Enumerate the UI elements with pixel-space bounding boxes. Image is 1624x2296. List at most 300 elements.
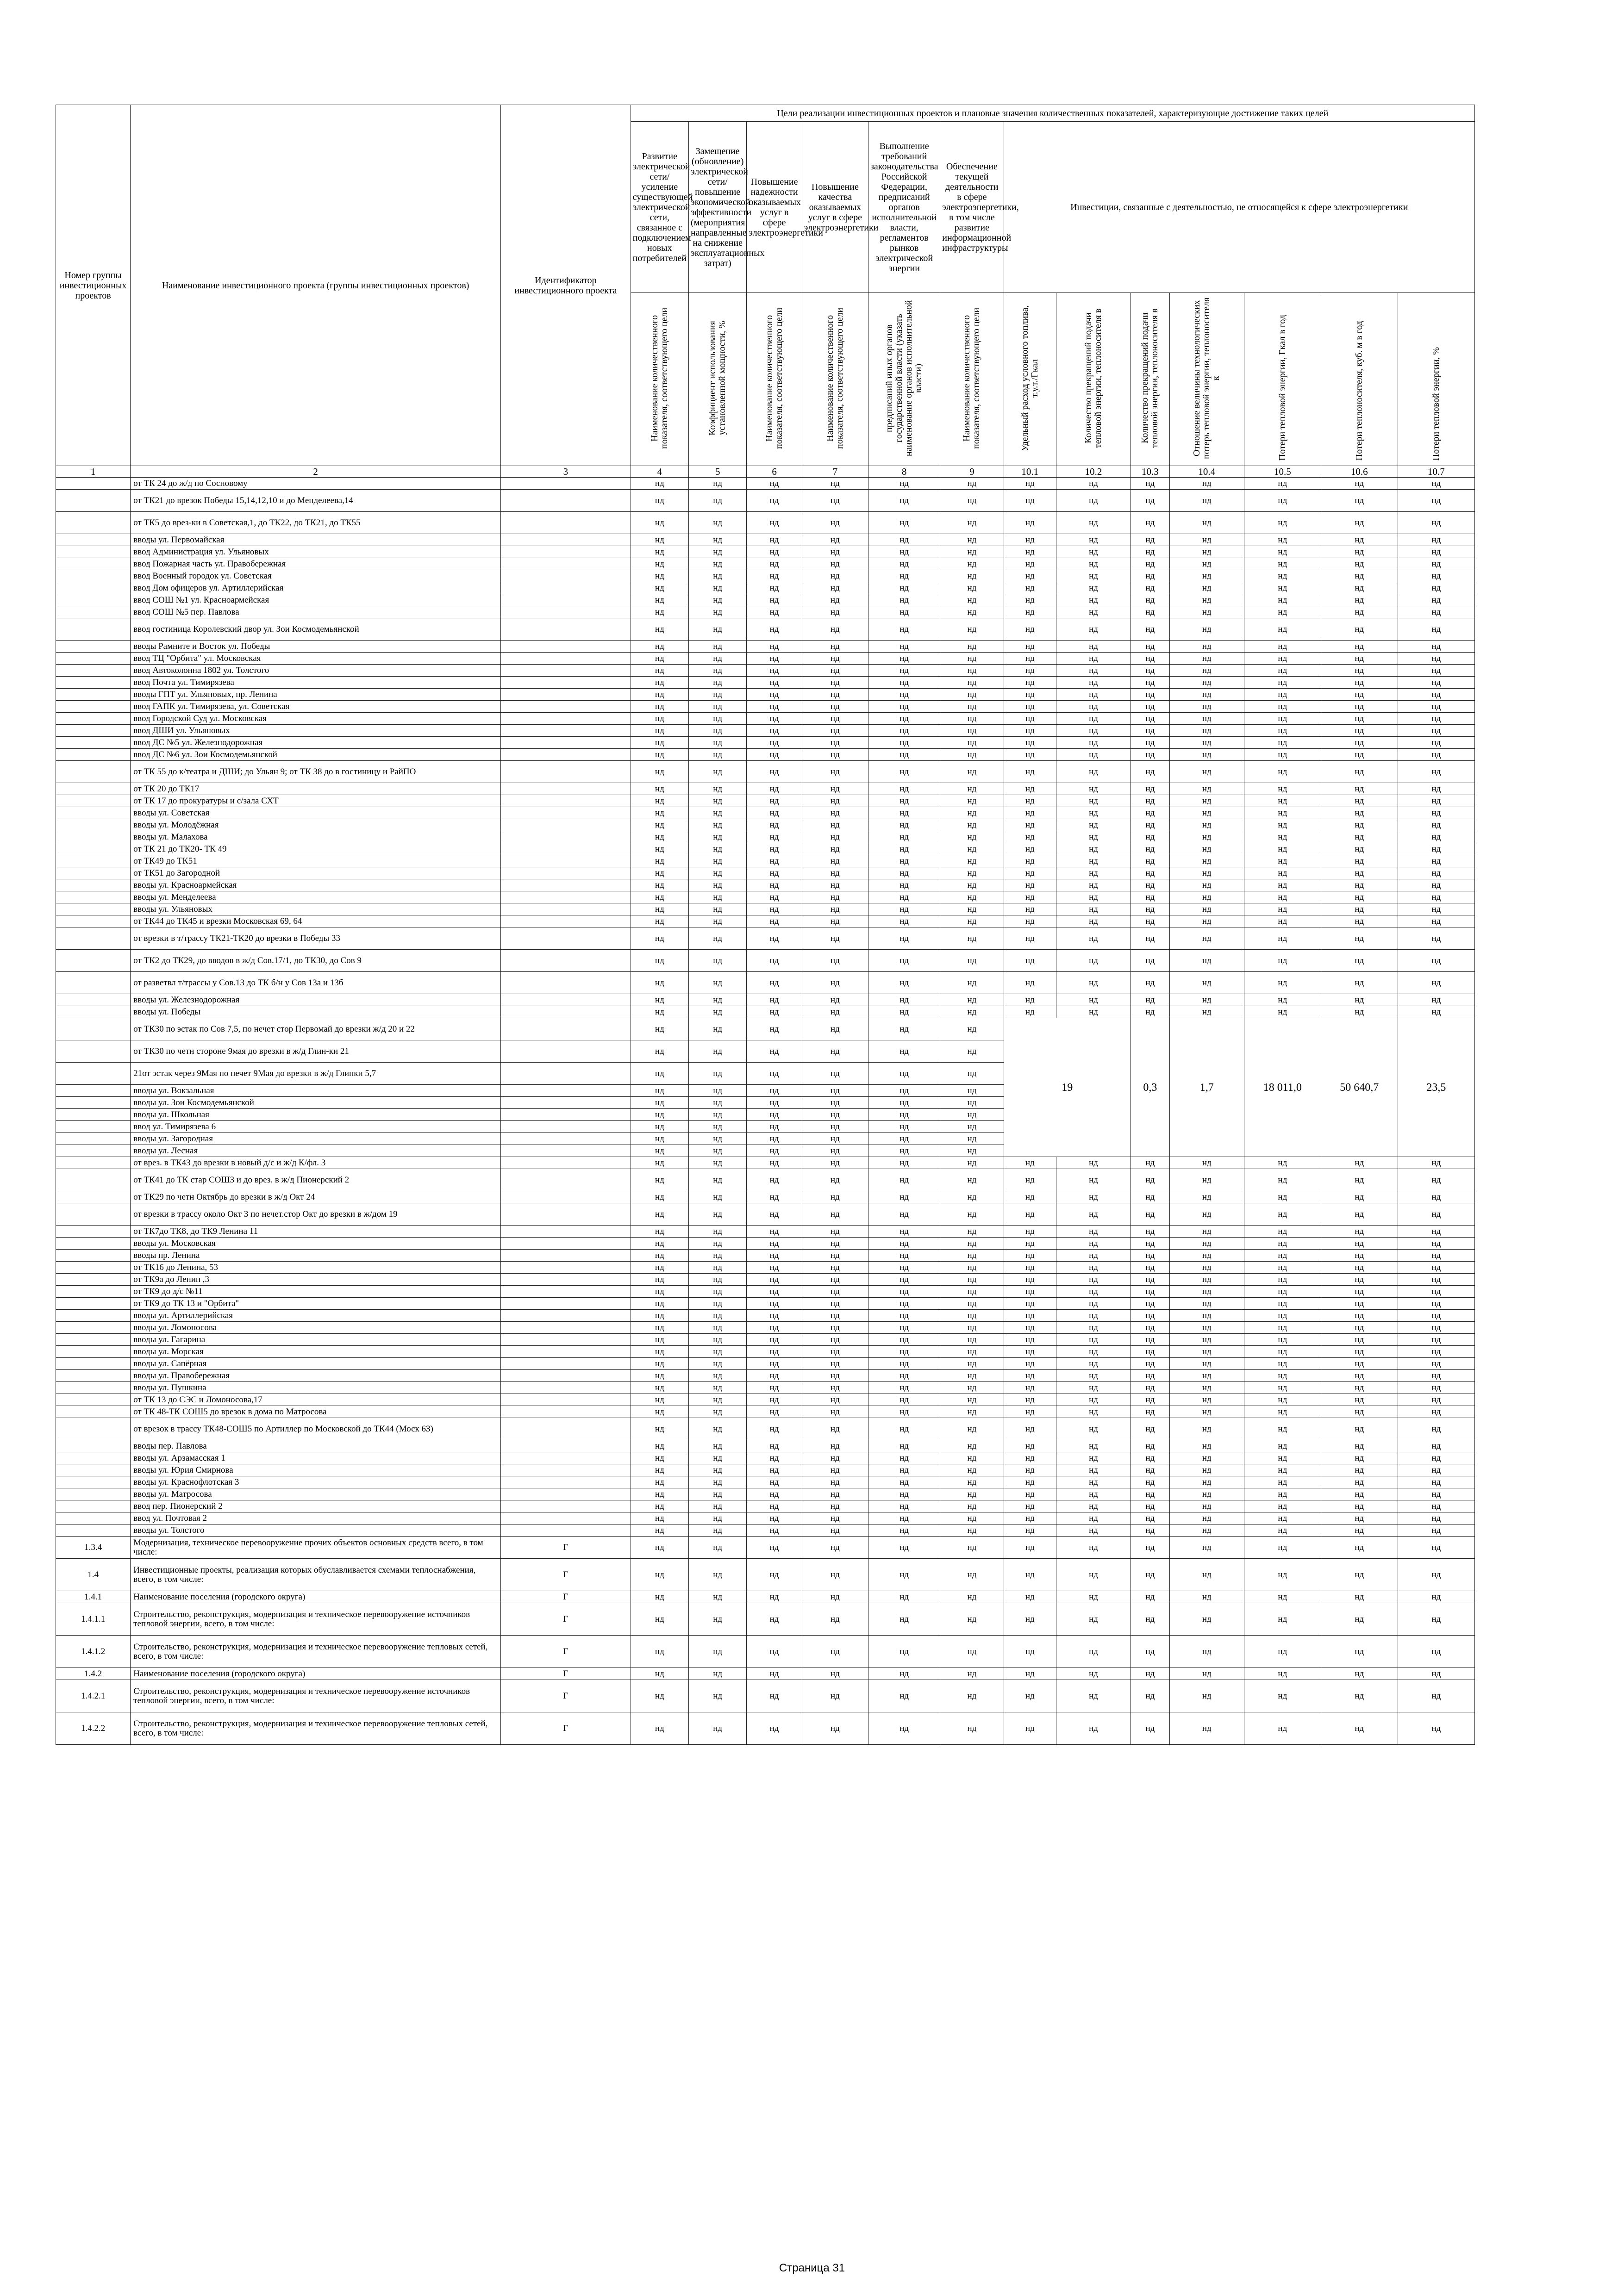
value-cell: нд bbox=[868, 994, 940, 1006]
row-number bbox=[56, 855, 131, 867]
row-name: от ТК 17 до прокуратуры и с/зала СХТ bbox=[131, 795, 501, 807]
table-row bbox=[56, 915, 1475, 927]
value-cell: нд bbox=[1131, 512, 1170, 534]
value-cell: нд bbox=[689, 749, 747, 761]
value-cell: нд bbox=[1321, 867, 1398, 879]
row-name: от ТК29 по четн Октябрь до врезки в ж/д Окт 24 bbox=[131, 1191, 501, 1203]
value-cell: нд bbox=[1321, 1476, 1398, 1488]
row-name: вводы пер. Павлова bbox=[131, 1440, 501, 1452]
value-cell: нд bbox=[1244, 1346, 1321, 1358]
value-cell: нд bbox=[802, 1157, 868, 1169]
value-cell: нд bbox=[868, 701, 940, 713]
value-cell: нд bbox=[1169, 1334, 1244, 1346]
value-cell: нд bbox=[868, 903, 940, 915]
value-cell: нд bbox=[631, 618, 688, 641]
value-cell: нд bbox=[1004, 795, 1056, 807]
row-identifier bbox=[501, 1346, 631, 1358]
row-name: Строительство, реконструкция, модернизация и техническое перевооружение тепловых сетей, всего, в том числе: bbox=[131, 1636, 501, 1668]
row-name: вводы ул. Матросова bbox=[131, 1488, 501, 1500]
value-cell: нд bbox=[940, 701, 1004, 713]
value-cell: нд bbox=[802, 478, 868, 490]
value-cell: нд bbox=[940, 558, 1004, 570]
value-cell: нд bbox=[689, 606, 747, 618]
value-cell: нд bbox=[1244, 1250, 1321, 1262]
header-goals: Цели реализации инвестиционных проектов и плановые значения количественных показателей, характеризующие достижение таких целей bbox=[631, 105, 1474, 122]
value-cell: нд bbox=[1004, 1006, 1056, 1018]
value-cell: нд bbox=[747, 1680, 802, 1712]
value-cell: нд bbox=[1398, 1418, 1474, 1440]
value-cell: нд bbox=[868, 725, 940, 737]
value-cell: нд bbox=[802, 1310, 868, 1322]
value-cell: нд bbox=[1004, 677, 1056, 689]
value-cell: нд bbox=[631, 1298, 688, 1310]
row-name: ввод Пожарная часть ул. Правобережная bbox=[131, 558, 501, 570]
row-name: ввод гостиница Королевский двор ул. Зои Космодемьянской bbox=[131, 618, 501, 641]
value-cell: нд bbox=[1321, 879, 1398, 891]
value-cell: нд bbox=[1004, 994, 1056, 1006]
value-cell: нд bbox=[689, 737, 747, 749]
value-cell: нд bbox=[1004, 1488, 1056, 1500]
value-cell: нд bbox=[1244, 618, 1321, 641]
value-cell: нд bbox=[1169, 1382, 1244, 1394]
value-cell: нд bbox=[1169, 689, 1244, 701]
value-cell: нд bbox=[1056, 1382, 1131, 1394]
value-cell: нд bbox=[802, 867, 868, 879]
value-cell: нд bbox=[631, 1370, 688, 1382]
value-cell: нд bbox=[1004, 713, 1056, 725]
value-cell: нд bbox=[631, 1238, 688, 1250]
row-name: Инвестиционные проекты, реализация которых обуславливается схемами теплоснабжения, всего, в том числе: bbox=[131, 1559, 501, 1591]
value-cell: нд bbox=[1169, 701, 1244, 713]
value-cell: нд bbox=[802, 807, 868, 819]
subheader-5: Коэффициент использования установленной мощности, % bbox=[689, 293, 747, 466]
value-cell: нд bbox=[1321, 1603, 1398, 1636]
value-cell: нд bbox=[1004, 1226, 1056, 1238]
value-cell: нд bbox=[689, 1063, 747, 1085]
value-cell: нд bbox=[940, 1636, 1004, 1668]
value-cell: нд bbox=[1244, 1537, 1321, 1559]
value-cell: нд bbox=[802, 1109, 868, 1121]
value-cell: нд bbox=[1169, 641, 1244, 653]
value-cell: нд bbox=[747, 1085, 802, 1097]
value-cell: нд bbox=[689, 1370, 747, 1382]
value-cell: нд bbox=[868, 819, 940, 831]
row-number: 1.4.1 bbox=[56, 1591, 131, 1603]
row-number bbox=[56, 1334, 131, 1346]
value-cell: нд bbox=[1398, 749, 1474, 761]
value-cell: нд bbox=[689, 1358, 747, 1370]
row-identifier bbox=[501, 807, 631, 819]
subheader-10-7: Потери тепловой энергии, % bbox=[1398, 293, 1474, 466]
row-identifier: Г bbox=[501, 1591, 631, 1603]
value-cell: нд bbox=[1169, 879, 1244, 891]
value-cell: нд bbox=[747, 641, 802, 653]
row-identifier bbox=[501, 689, 631, 701]
row-name: вводы ул. Московская bbox=[131, 1238, 501, 1250]
value-cell: нд bbox=[940, 1226, 1004, 1238]
value-cell: нд bbox=[1398, 641, 1474, 653]
value-cell: нд bbox=[1004, 761, 1056, 783]
value-cell: нд bbox=[1169, 915, 1244, 927]
value-cell: нд bbox=[1004, 582, 1056, 594]
row-number bbox=[56, 490, 131, 512]
row-name: от разветвл т/трассы у Сов.13 до ТК б/н у Сов 13а и 13б bbox=[131, 972, 501, 994]
value-cell: нд bbox=[940, 1346, 1004, 1358]
value-cell: нд bbox=[1056, 725, 1131, 737]
value-cell: нд bbox=[747, 1406, 802, 1418]
row-identifier bbox=[501, 1145, 631, 1157]
value-cell: нд bbox=[1131, 1274, 1170, 1286]
value-cell: нд bbox=[868, 843, 940, 855]
table-row bbox=[56, 1512, 1475, 1524]
value-cell: нд bbox=[1321, 689, 1398, 701]
row-number bbox=[56, 1145, 131, 1157]
value-cell: нд bbox=[802, 1440, 868, 1452]
value-cell: нд bbox=[1131, 783, 1170, 795]
value-cell: нд bbox=[1321, 1680, 1398, 1712]
row-name: вводы ул. Школьная bbox=[131, 1109, 501, 1121]
value-cell: нд bbox=[1131, 994, 1170, 1006]
value-cell: нд bbox=[868, 1440, 940, 1452]
value-cell: нд bbox=[1398, 1488, 1474, 1500]
row-identifier bbox=[501, 1169, 631, 1191]
value-cell: нд bbox=[940, 1238, 1004, 1250]
row-name: вводы ул. Ульяновых bbox=[131, 903, 501, 915]
value-cell: нд bbox=[1056, 737, 1131, 749]
value-cell: нд bbox=[1004, 1334, 1056, 1346]
value-cell: нд bbox=[1321, 1464, 1398, 1476]
value-cell: нд bbox=[1056, 795, 1131, 807]
value-cell: нд bbox=[689, 1322, 747, 1334]
value-cell: нд bbox=[1131, 1262, 1170, 1274]
value-cell: нд bbox=[1398, 1464, 1474, 1476]
value-cell: нд bbox=[1004, 749, 1056, 761]
value-cell: нд bbox=[940, 1262, 1004, 1274]
row-identifier bbox=[501, 795, 631, 807]
subheader-10-5: Потери тепловой энергии, Гкал в год bbox=[1244, 293, 1321, 466]
value-cell: нд bbox=[689, 1394, 747, 1406]
value-cell: нд bbox=[631, 701, 688, 713]
value-cell: нд bbox=[1169, 1169, 1244, 1191]
value-cell: нд bbox=[802, 1286, 868, 1298]
row-name: от ТК 48-ТК СОШ5 до врезок в дома по Матросова bbox=[131, 1406, 501, 1418]
value-cell: нд bbox=[1131, 1680, 1170, 1712]
value-cell: нд bbox=[1056, 927, 1131, 950]
row-name: от врезки в т/трассу ТК21-ТК20 до врезки в Победы 33 bbox=[131, 927, 501, 950]
value-cell: нд bbox=[940, 1310, 1004, 1322]
header-project-name: Наименование инвестиционного проекта (группы инвестиционных проектов) bbox=[131, 105, 501, 466]
value-cell: нд bbox=[1169, 546, 1244, 558]
column-number: 8 bbox=[868, 466, 940, 478]
value-cell: нд bbox=[940, 478, 1004, 490]
value-cell: нд bbox=[1004, 1712, 1056, 1745]
value-cell: нд bbox=[747, 994, 802, 1006]
value-cell: нд bbox=[631, 1382, 688, 1394]
table-row bbox=[56, 582, 1475, 594]
value-cell: нд bbox=[940, 749, 1004, 761]
value-cell: нд bbox=[689, 618, 747, 641]
value-cell: нд bbox=[747, 1286, 802, 1298]
value-cell: нд bbox=[940, 1191, 1004, 1203]
value-cell: нд bbox=[868, 1169, 940, 1191]
row-name: вводы ул. Ломоносова bbox=[131, 1322, 501, 1334]
value-cell: нд bbox=[747, 1145, 802, 1157]
value-cell: нд bbox=[1244, 1006, 1321, 1018]
row-identifier bbox=[501, 1085, 631, 1097]
row-name: ввод Военный городок ул. Советская bbox=[131, 570, 501, 582]
value-cell: нд bbox=[747, 1121, 802, 1133]
value-cell: нд bbox=[1004, 807, 1056, 819]
row-identifier bbox=[501, 653, 631, 665]
value-cell: нд bbox=[1169, 1238, 1244, 1250]
row-number bbox=[56, 1250, 131, 1262]
row-name: от ТК9 до ТК 13 и "Орбита" bbox=[131, 1298, 501, 1310]
value-cell: нд bbox=[1244, 1310, 1321, 1322]
value-cell: нд bbox=[1398, 1370, 1474, 1382]
value-cell: нд bbox=[1398, 1382, 1474, 1394]
value-cell: нд bbox=[631, 1006, 688, 1018]
value-cell: нд bbox=[747, 972, 802, 994]
row-number bbox=[56, 1358, 131, 1370]
value-cell: нд bbox=[1398, 582, 1474, 594]
value-cell: нд bbox=[747, 665, 802, 677]
value-cell: нд bbox=[689, 783, 747, 795]
value-cell: нд bbox=[1398, 1358, 1474, 1370]
value-cell: нд bbox=[747, 725, 802, 737]
row-identifier bbox=[501, 1191, 631, 1203]
value-cell: нд bbox=[1321, 653, 1398, 665]
value-cell: нд bbox=[1398, 1680, 1474, 1712]
value-cell: нд bbox=[1056, 1334, 1131, 1346]
value-cell: нд bbox=[802, 855, 868, 867]
value-cell: нд bbox=[1056, 1394, 1131, 1406]
column-number: 6 bbox=[747, 466, 802, 478]
value-cell: нд bbox=[1398, 1226, 1474, 1238]
value-cell: нд bbox=[747, 831, 802, 843]
value-cell: нд bbox=[747, 891, 802, 903]
table-row bbox=[56, 807, 1475, 819]
value-cell: нд bbox=[747, 546, 802, 558]
value-cell: нд bbox=[940, 1358, 1004, 1370]
row-identifier bbox=[501, 1464, 631, 1476]
value-cell: нд bbox=[940, 1559, 1004, 1591]
value-cell: нд bbox=[1056, 1006, 1131, 1018]
table-row bbox=[56, 891, 1475, 903]
value-cell: нд bbox=[1321, 582, 1398, 594]
table-row bbox=[56, 1668, 1475, 1680]
value-cell: нд bbox=[868, 641, 940, 653]
value-cell: нд bbox=[1131, 701, 1170, 713]
header-goal-7: Повышение качества оказываемых услуг в сфере электроэнергетики bbox=[802, 122, 868, 293]
value-cell: нд bbox=[689, 1006, 747, 1018]
value-cell: нд bbox=[802, 1358, 868, 1370]
value-cell: нд bbox=[1321, 1559, 1398, 1591]
value-cell: нд bbox=[1398, 1191, 1474, 1203]
row-number bbox=[56, 831, 131, 843]
value-cell: нд bbox=[689, 1406, 747, 1418]
value-cell: нд bbox=[631, 1063, 688, 1085]
value-cell: нд bbox=[1131, 1382, 1170, 1394]
value-cell: нд bbox=[1131, 606, 1170, 618]
value-cell: нд bbox=[747, 1250, 802, 1262]
value-cell: нд bbox=[1169, 1322, 1244, 1334]
value-cell: нд bbox=[1056, 701, 1131, 713]
value-cell: нд bbox=[940, 582, 1004, 594]
value-cell: нд bbox=[1398, 1537, 1474, 1559]
merged-value-cell: 0,3 bbox=[1131, 1018, 1170, 1157]
value-cell: нд bbox=[689, 1145, 747, 1157]
row-identifier bbox=[501, 879, 631, 891]
row-name: Строительство, реконструкция, модернизация и техническое перевооружение тепловых сетей, всего, в том числе: bbox=[131, 1712, 501, 1745]
value-cell: нд bbox=[689, 1346, 747, 1358]
row-name: вводы ул. Советская bbox=[131, 807, 501, 819]
value-cell: нд bbox=[1244, 819, 1321, 831]
value-cell: нд bbox=[1321, 950, 1398, 972]
subheader-10-3: Количество прекращений подачи тепловой энергии, теплоносителя в bbox=[1131, 293, 1170, 466]
value-cell: нд bbox=[802, 1226, 868, 1238]
value-cell: нд bbox=[1004, 843, 1056, 855]
value-cell: нд bbox=[1244, 713, 1321, 725]
table-row bbox=[56, 855, 1475, 867]
value-cell: нд bbox=[747, 761, 802, 783]
value-cell: нд bbox=[802, 1668, 868, 1680]
value-cell: нд bbox=[940, 994, 1004, 1006]
table-row bbox=[56, 478, 1475, 490]
value-cell: нд bbox=[868, 1121, 940, 1133]
row-name: ввод ГАПК ул. Тимирязева, ул. Советская bbox=[131, 701, 501, 713]
value-cell: нд bbox=[631, 761, 688, 783]
value-cell: нд bbox=[1056, 534, 1131, 546]
table-row bbox=[56, 1191, 1475, 1203]
header-goal-5: Замещение (обновление) электрической сети/повышение экономической эффективности (мероприятия направленные на снижение эксплуатационных затрат) bbox=[689, 122, 747, 293]
table-row bbox=[56, 534, 1475, 546]
row-identifier bbox=[501, 701, 631, 713]
row-identifier: Г bbox=[501, 1712, 631, 1745]
value-cell: нд bbox=[689, 1418, 747, 1440]
column-number: 4 bbox=[631, 466, 688, 478]
value-cell: нд bbox=[1004, 1169, 1056, 1191]
value-cell: нд bbox=[1131, 677, 1170, 689]
value-cell: нд bbox=[1321, 478, 1398, 490]
value-cell: нд bbox=[1244, 570, 1321, 582]
value-cell: нд bbox=[940, 903, 1004, 915]
row-name: ввод Городской Суд ул. Московская bbox=[131, 713, 501, 725]
value-cell: нд bbox=[868, 1238, 940, 1250]
value-cell: нд bbox=[1131, 1334, 1170, 1346]
value-cell: нд bbox=[747, 855, 802, 867]
row-number bbox=[56, 478, 131, 490]
value-cell: нд bbox=[1056, 1476, 1131, 1488]
value-cell: нд bbox=[1321, 594, 1398, 606]
table-row bbox=[56, 972, 1475, 994]
value-cell: нд bbox=[747, 879, 802, 891]
row-name: от ТК49 до ТК51 bbox=[131, 855, 501, 867]
row-name: ввод Автоколонна 1802 ул. Толстого bbox=[131, 665, 501, 677]
row-number bbox=[56, 1109, 131, 1121]
value-cell: нд bbox=[940, 761, 1004, 783]
value-cell: нд bbox=[1398, 1157, 1474, 1169]
table-row bbox=[56, 546, 1475, 558]
value-cell: нд bbox=[689, 689, 747, 701]
value-cell: нд bbox=[1004, 641, 1056, 653]
row-name: ввод Администрация ул. Ульяновых bbox=[131, 546, 501, 558]
value-cell: нд bbox=[1244, 1298, 1321, 1310]
value-cell: нд bbox=[1131, 1524, 1170, 1537]
value-cell: нд bbox=[1321, 490, 1398, 512]
subheader-4: Наименование количественного показателя, соответствующего цели bbox=[631, 293, 688, 466]
row-identifier bbox=[501, 725, 631, 737]
value-cell: нд bbox=[1398, 1512, 1474, 1524]
value-cell: нд bbox=[747, 1476, 802, 1488]
row-name: ввод ДС №5 ул. Железнодорожная bbox=[131, 737, 501, 749]
value-cell: нд bbox=[747, 1203, 802, 1226]
value-cell: нд bbox=[1398, 891, 1474, 903]
value-cell: нд bbox=[689, 701, 747, 713]
column-number: 9 bbox=[940, 466, 1004, 478]
row-number bbox=[56, 915, 131, 927]
value-cell: нд bbox=[747, 677, 802, 689]
value-cell: нд bbox=[802, 1191, 868, 1203]
value-cell: нд bbox=[689, 761, 747, 783]
value-cell: нд bbox=[1398, 950, 1474, 972]
value-cell: нд bbox=[747, 1191, 802, 1203]
value-cell: нд bbox=[689, 1464, 747, 1476]
value-cell: нд bbox=[1321, 761, 1398, 783]
value-cell: нд bbox=[940, 546, 1004, 558]
value-cell: нд bbox=[802, 713, 868, 725]
value-cell: нд bbox=[1398, 618, 1474, 641]
value-cell: нд bbox=[1398, 546, 1474, 558]
value-cell: нд bbox=[868, 1334, 940, 1346]
value-cell: нд bbox=[940, 665, 1004, 677]
value-cell: нд bbox=[1131, 1537, 1170, 1559]
value-cell: нд bbox=[1169, 843, 1244, 855]
value-cell: нд bbox=[1004, 546, 1056, 558]
value-cell: нд bbox=[1131, 1370, 1170, 1382]
value-cell: нд bbox=[747, 1559, 802, 1591]
value-cell: нд bbox=[1321, 1452, 1398, 1464]
value-cell: нд bbox=[1056, 843, 1131, 855]
value-cell: нд bbox=[747, 1440, 802, 1452]
row-name: от ТК9 до д/с №11 bbox=[131, 1286, 501, 1298]
value-cell: нд bbox=[1169, 512, 1244, 534]
value-cell: нд bbox=[1169, 891, 1244, 903]
value-cell: нд bbox=[747, 1382, 802, 1394]
row-number bbox=[56, 1500, 131, 1512]
table-row bbox=[56, 950, 1475, 972]
row-number: 1.4.2 bbox=[56, 1668, 131, 1680]
value-cell: нд bbox=[940, 1537, 1004, 1559]
value-cell: нд bbox=[689, 1524, 747, 1537]
row-number bbox=[56, 1040, 131, 1063]
row-number bbox=[56, 689, 131, 701]
row-name: вводы ул. Арзамасская 1 bbox=[131, 1452, 501, 1464]
value-cell: нд bbox=[1131, 915, 1170, 927]
value-cell: нд bbox=[1321, 1406, 1398, 1418]
value-cell: нд bbox=[689, 891, 747, 903]
table-row bbox=[56, 737, 1475, 749]
table-row bbox=[56, 641, 1475, 653]
row-identifier bbox=[501, 1097, 631, 1109]
value-cell: нд bbox=[1169, 1712, 1244, 1745]
value-cell: нд bbox=[1056, 665, 1131, 677]
value-cell: нд bbox=[1131, 1464, 1170, 1476]
value-cell: нд bbox=[802, 1274, 868, 1286]
value-cell: нд bbox=[1321, 1668, 1398, 1680]
value-cell: нд bbox=[802, 1133, 868, 1145]
value-cell: нд bbox=[631, 1406, 688, 1418]
row-identifier bbox=[501, 1512, 631, 1524]
